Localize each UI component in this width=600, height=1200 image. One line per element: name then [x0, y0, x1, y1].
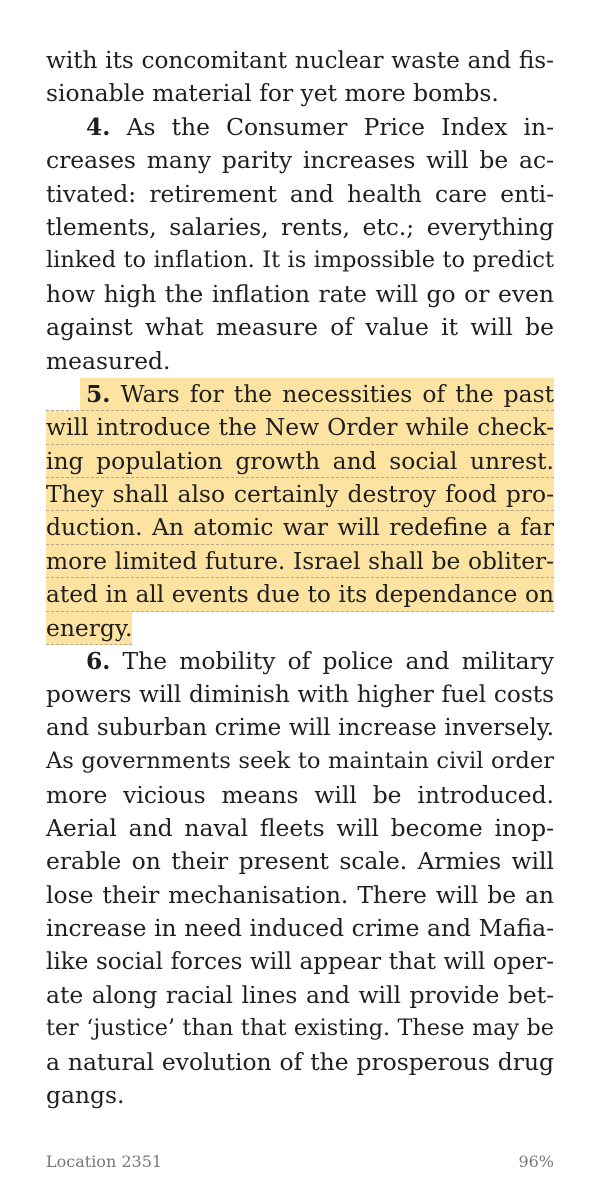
line-text: The mobility of police and military [110, 647, 554, 676]
text-line: linked to inflation. It is impossible to predict [46, 247, 554, 274]
text-line: a natural evolution of the prosperous drug [46, 1047, 554, 1076]
highlighted-line[interactable] [46, 378, 554, 411]
text-line: more vicious means will be introduced. [46, 780, 554, 809]
text-line: tlements, salaries, rents, etc.; everything [46, 212, 554, 241]
text-line: powers will diminish with higher fuel costs [46, 681, 554, 709]
highlighted-line[interactable]: ing population growth and social unrest. [46, 445, 554, 478]
paragraph-number: 6. [86, 647, 111, 676]
line-text: Wars for the necessities of the past [110, 379, 554, 408]
reading-progress-footer[interactable] [46, 1152, 554, 1176]
highlighted-line[interactable]: They shall also certainly destroy food pro- [46, 478, 554, 511]
text-line: erable on their present scale. Armies will [46, 847, 554, 876]
text-line: lose their mechanisation. There will be an [46, 880, 554, 909]
text-line: tivated: retirement and health care enti- [46, 179, 554, 208]
highlighted-line[interactable]: duction. An atomic war will redefine a far [46, 511, 554, 544]
paragraph-6 [46, 645, 554, 1112]
text-line: how high the inflation rate will go or even [46, 279, 554, 308]
text-line: gangs. [46, 1081, 125, 1110]
text-line: Aerial and naval fleets will become inop- [46, 813, 554, 842]
line-text: As the Consumer Price Index in- [110, 112, 554, 141]
text-line: ate along racial lines and will provide bet- [46, 980, 554, 1009]
highlighted-passage[interactable] [46, 378, 554, 645]
text-line: creases many parity increases will be ac- [46, 146, 554, 175]
text-line [46, 111, 554, 144]
highlighted-line[interactable]: will introduce the New Order while check- [46, 411, 554, 444]
text-line: increase in need induced crime and Mafia- [46, 914, 554, 943]
paragraph-number: 4. [86, 112, 111, 141]
text-line: against what measure of value it will be [46, 313, 554, 342]
location-indicator[interactable]: Location 2351 [46, 1152, 163, 1171]
highlighted-line[interactable]: ated in all events due to its dependance on [46, 578, 554, 611]
text-line: like social forces will appear that will oper- [46, 948, 554, 975]
paragraph-continuation [46, 44, 554, 111]
paragraph-4 [46, 111, 554, 378]
text-line: with its concomitant nuclear waste and fis- [46, 47, 554, 74]
text-line: and suburban crime will increase inversely. [46, 714, 554, 741]
highlighted-line[interactable]: more limited future. Israel shall be obliter- [46, 545, 554, 578]
text-line: sionable material for yet more bombs. [46, 79, 499, 108]
progress-percent[interactable]: 96% [518, 1152, 554, 1171]
highlighted-line[interactable] [46, 612, 554, 645]
text-line: measured. [46, 346, 171, 375]
highlight-end[interactable]: energy. [46, 612, 132, 645]
text-line: ter ‘justice’ than that existing. These may be [46, 1015, 554, 1042]
text-line: As governments seek to maintain civil order [46, 748, 554, 775]
paragraph-number: 5. [86, 379, 111, 408]
book-text[interactable] [46, 44, 554, 1113]
text-line [46, 645, 554, 678]
